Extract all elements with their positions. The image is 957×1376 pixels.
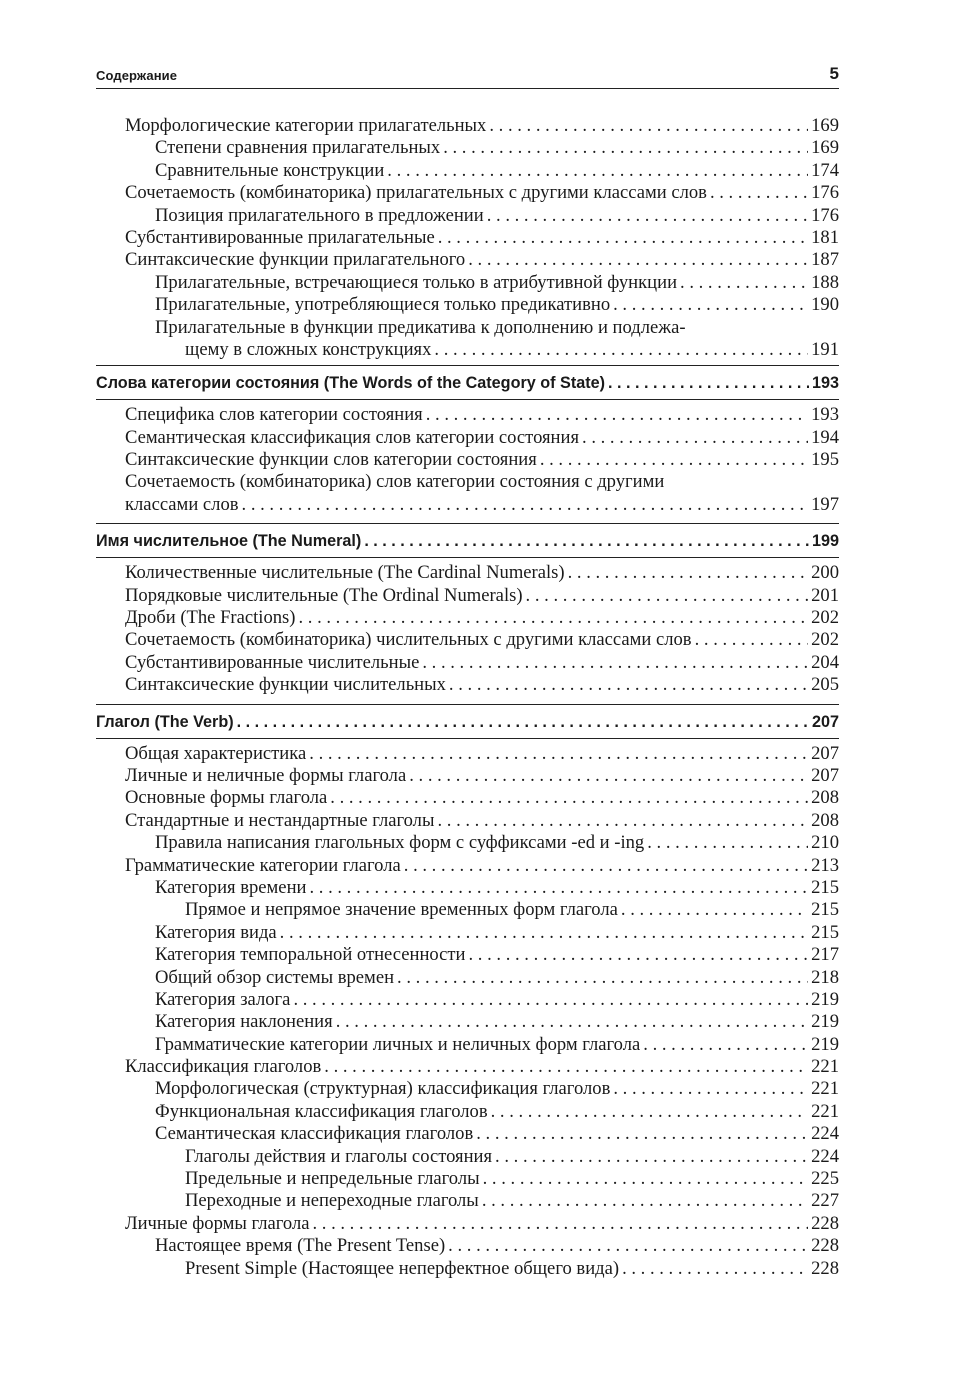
toc-page: 174: [811, 159, 839, 181]
toc-entry[interactable]: Количественные числительные (The Cardinal Numerals) . . . 200: [96, 562, 839, 584]
toc-page: 215: [811, 876, 839, 898]
toc-entry[interactable]: Категория темпоральной отнесенности . . . 217: [96, 944, 839, 966]
toc-entry-continuation[interactable]: классами слов . . . 197: [96, 494, 839, 516]
toc-page: 190: [811, 294, 839, 316]
running-head: [96, 64, 839, 88]
toc-page: 224: [811, 1145, 839, 1167]
dot-leader: [443, 137, 808, 159]
toc-page: 218: [811, 966, 839, 988]
section-page: 207: [811, 712, 839, 731]
toc-page: 176: [811, 182, 839, 204]
toc-entry-first-line[interactable]: Прилагательные в функции предикатива к дополнению и подлежа-: [155, 316, 686, 338]
dot-leader: [540, 449, 808, 471]
toc-page: 228: [811, 1212, 839, 1234]
dot-leader: [409, 765, 808, 787]
toc-entry[interactable]: Основные формы глагола . . . 208: [96, 787, 839, 809]
dot-leader: [621, 899, 808, 921]
dot-leader: [298, 607, 808, 629]
toc-page: 202: [811, 607, 839, 629]
toc-page: 219: [811, 1033, 839, 1055]
dot-leader: [242, 494, 809, 516]
dot-leader: [489, 115, 808, 137]
toc-page: 193: [811, 404, 839, 426]
toc-entry[interactable]: Семантическая классификация глаголов . . . 224: [96, 1123, 839, 1145]
toc-page: 208: [811, 809, 839, 831]
toc-entry[interactable]: Сравнительные конструкции . . . 174: [96, 160, 839, 182]
toc-page: 200: [811, 562, 839, 584]
dot-leader: [613, 294, 808, 316]
dot-leader: [608, 372, 809, 394]
toc-entry[interactable]: Личные и неличные формы глагола . . . 207: [96, 765, 839, 787]
toc-entry[interactable]: Present Simple (Настоящее неперфектное общего вида) . . . 228: [96, 1258, 839, 1280]
toc-entry[interactable]: Общий обзор системы времен . . . 218: [96, 967, 839, 989]
toc-page: 207: [811, 764, 839, 786]
section-heading[interactable]: Имя числительное (The Numeral) . . . 199: [96, 530, 839, 552]
dot-leader: [469, 944, 809, 966]
toc-page: 202: [811, 629, 839, 651]
toc-entry[interactable]: Настоящее время (The Present Tense) . . . 228: [96, 1235, 839, 1257]
toc-entry[interactable]: Синтаксические функции прилагательного . . . 187: [96, 249, 839, 271]
dot-leader: [324, 1056, 808, 1078]
toc-page: 194: [811, 426, 839, 448]
toc-entry[interactable]: Категория залога . . . 219: [96, 989, 839, 1011]
toc-page: 228: [811, 1235, 839, 1257]
dot-leader: [487, 205, 808, 227]
toc-page: 195: [811, 449, 839, 471]
toc-page: 224: [811, 1123, 839, 1145]
toc-entry[interactable]: Семантическая классификация слов категории состояния . . . 194: [96, 427, 839, 449]
dot-leader: [643, 1034, 808, 1056]
toc-entry[interactable]: Прилагательные, встречающиеся только в атрибутивной функции . . . 188: [96, 272, 839, 294]
dot-leader: [449, 674, 808, 696]
toc-entry[interactable]: Синтаксические функции числительных . . . 205: [96, 674, 839, 696]
header-rule: [96, 88, 839, 89]
toc-page: 217: [811, 944, 839, 966]
dot-leader: [387, 160, 808, 182]
toc-entry[interactable]: Морфологические категории прилагательных . . . 169: [96, 115, 839, 137]
toc-page: 221: [811, 1100, 839, 1122]
toc-entry[interactable]: Специфика слов категории состояния . . . 193: [96, 404, 839, 426]
toc-entry[interactable]: Предельные и непредельные глаголы . . . 225: [96, 1168, 839, 1190]
dot-leader: [568, 562, 809, 584]
toc-entry[interactable]: Грамматические категории глагола . . . 213: [96, 855, 839, 877]
toc-entry[interactable]: Синтаксические функции слов категории состояния . . . 195: [96, 449, 839, 471]
dot-leader: [404, 855, 808, 877]
dot-leader: [364, 530, 809, 552]
table-of-contents: [96, 115, 839, 1280]
dot-leader: [680, 272, 808, 294]
dot-leader: [526, 585, 809, 607]
dot-leader: [312, 1213, 808, 1235]
dot-leader: [309, 877, 808, 899]
toc-page: 213: [811, 854, 839, 876]
toc-entry[interactable]: Порядковые числительные (The Ordinal Numerals) . . . 201: [96, 585, 839, 607]
section-page: 193: [811, 374, 839, 393]
toc-entry[interactable]: Категория вида . . . 215: [96, 922, 839, 944]
toc-entry-first-line[interactable]: Сочетаемость (комбинаторика) слов категории состояния с другими: [125, 471, 665, 493]
toc-page: 204: [811, 651, 839, 673]
dot-leader: [582, 427, 808, 449]
toc-entry[interactable]: Категория наклонения . . . 219: [96, 1011, 839, 1033]
toc-entry[interactable]: Общая характеристика . . . 207: [96, 743, 839, 765]
toc-entry-continuation[interactable]: щему в сложных конструкциях . . . 191: [96, 339, 839, 361]
dot-leader: [647, 832, 808, 854]
dot-leader: [622, 1258, 808, 1280]
toc-page: 207: [811, 742, 839, 764]
toc-page: 215: [811, 921, 839, 943]
dot-leader: [468, 249, 808, 271]
dot-leader: [336, 1011, 808, 1033]
section-heading[interactable]: Слова категории состояния (The Words of the Category of State) . . . 193: [96, 372, 839, 394]
dot-leader: [330, 787, 808, 809]
toc-entry[interactable]: Морфологическая (структурная) классификация глаголов . . . 221: [96, 1078, 839, 1100]
toc-entry[interactable]: Сочетаемость (комбинаторика) прилагательных с другими классами слов . . . 176: [96, 182, 839, 204]
dot-leader: [491, 1101, 809, 1123]
toc-page: 219: [811, 988, 839, 1010]
toc-entry[interactable]: Позиция прилагательного в предложении . . . 176: [96, 205, 839, 227]
page-number: 5: [829, 64, 839, 83]
dot-leader: [476, 1123, 808, 1145]
toc-page: 197: [811, 493, 839, 515]
dot-leader: [309, 743, 808, 765]
toc-entry[interactable]: Субстантивированные числительные . . . 204: [96, 652, 839, 674]
toc-entry[interactable]: Категория времени . . . 215: [96, 877, 839, 899]
toc-entry[interactable]: Глаголы действия и глаголы состояния . . . 224: [96, 1146, 839, 1168]
toc-entry[interactable]: Прилагательные, употребляющиеся только предикативно . . . 190: [96, 294, 839, 316]
toc-page: 169: [811, 137, 839, 159]
toc-page: 227: [811, 1190, 839, 1212]
toc-page: 187: [811, 249, 839, 271]
dot-leader: [613, 1078, 808, 1100]
toc-entry[interactable]: Грамматические категории личных и неличных форм глагола . . . 219: [96, 1034, 839, 1056]
toc-entry[interactable]: Дроби (The Fractions) . . . 202: [96, 607, 839, 629]
toc-page: 228: [811, 1257, 839, 1279]
dot-leader: [710, 182, 808, 204]
toc-page: 176: [811, 204, 839, 226]
dot-leader: [695, 629, 809, 651]
dot-leader: [422, 652, 808, 674]
toc-page: 225: [811, 1168, 839, 1190]
toc-entry[interactable]: Сочетаемость (комбинаторика) числительных с другими классами слов . . . 202: [96, 629, 839, 651]
toc-page: 188: [811, 271, 839, 293]
dot-leader: [426, 404, 808, 426]
toc-page: 169: [811, 115, 839, 136]
dot-leader: [483, 1168, 808, 1190]
toc-entry[interactable]: Переходные и непереходные глаголы . . . 227: [96, 1190, 839, 1212]
dot-leader: [495, 1146, 808, 1168]
dot-leader: [397, 967, 808, 989]
dot-leader: [434, 339, 808, 361]
dot-leader: [482, 1190, 808, 1212]
toc-entry[interactable]: Функциональная классификация глаголов . . . 221: [96, 1101, 839, 1123]
toc-page: 201: [811, 584, 839, 606]
toc-entry[interactable]: Классификация глаголов . . . 221: [96, 1056, 839, 1078]
toc-page: 215: [811, 899, 839, 921]
dot-leader: [437, 810, 808, 832]
toc-entry[interactable]: Прямое и непрямое значение временных форм глагола . . . 215: [96, 899, 839, 921]
toc-page: 221: [811, 1078, 839, 1100]
dot-leader: [293, 989, 808, 1011]
toc-page: 181: [811, 226, 839, 248]
toc-page: 219: [811, 1011, 839, 1033]
dot-leader: [237, 711, 809, 733]
toc-entry[interactable]: Правила написания глагольных форм с суффиксами -ed и -ing . . . 210: [96, 832, 839, 854]
section-heading[interactable]: Глагол (The Verb) . . . 207: [96, 711, 839, 733]
toc-entry[interactable]: Стандартные и нестандартные глаголы . . . 208: [96, 810, 839, 832]
toc-page: 205: [811, 674, 839, 696]
section-page: 199: [811, 532, 839, 551]
toc-entry[interactable]: Степени сравнения прилагательных . . . 169: [96, 137, 839, 159]
dot-leader: [280, 922, 808, 944]
toc-page: 221: [811, 1056, 839, 1078]
running-head-title: Содержание: [96, 68, 178, 83]
toc-entry[interactable]: Субстантивированные прилагательные . . . 181: [96, 227, 839, 249]
toc-page: 191: [811, 338, 839, 360]
toc-page: 210: [811, 832, 839, 854]
toc-entry[interactable]: Личные формы глагола . . . 228: [96, 1213, 839, 1235]
dot-leader: [438, 227, 808, 249]
toc-page: 208: [811, 787, 839, 809]
dot-leader: [448, 1235, 808, 1257]
